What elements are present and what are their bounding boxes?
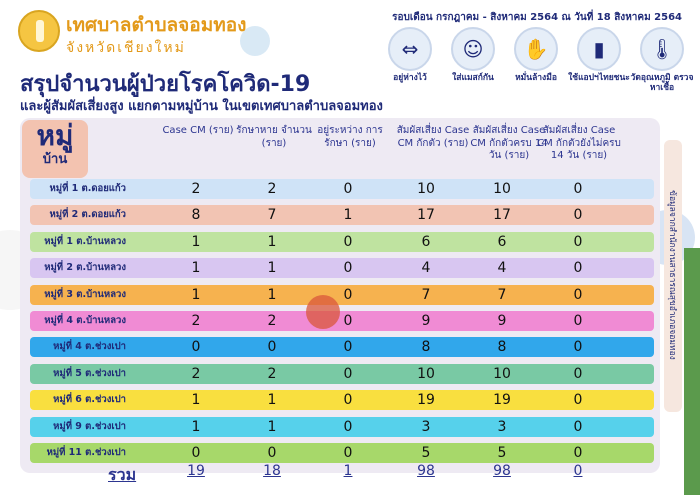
table-cell: 0 <box>573 445 583 461</box>
table-cell: 10 <box>417 365 435 382</box>
table-cell: 0 <box>573 233 583 250</box>
table-cell: 0 <box>573 365 583 382</box>
table-cell: 0 <box>267 445 277 461</box>
table-cell: 4 <box>497 260 507 277</box>
table-cell: 0 <box>573 286 583 303</box>
table-cell: 0 <box>343 392 353 409</box>
table-cell: 0 <box>573 260 583 277</box>
table-cell: 1 <box>267 286 277 303</box>
table-cell: 0 <box>573 313 583 329</box>
table-cell: 1 <box>267 233 277 250</box>
org-name: เทศบาลตำบลจอมทอง <box>66 14 247 36</box>
table-cell: 0 <box>191 339 201 356</box>
table-row <box>30 364 654 384</box>
total-contacts-not-completed: 0 <box>573 463 583 479</box>
table-cell: 17 <box>417 207 435 224</box>
total-recovered: 18 <box>263 463 281 479</box>
column-header-case-cm: Case CM (ราย) <box>162 125 234 136</box>
village-name: หมู่ที่ 1 ต.บ้านหลวง <box>44 235 126 247</box>
village-column-header: หมู่ บ้าน <box>22 120 88 178</box>
table-cell: 1 <box>267 418 277 435</box>
source-note: ข้อมูลจากสำนักงานสาธารณสุขอำเภอจอมทอง <box>664 140 682 412</box>
table-cell: 1 <box>191 286 201 303</box>
prevention-measures <box>378 27 694 107</box>
table-cell: 1 <box>191 233 201 250</box>
table-cell: 0 <box>191 445 201 461</box>
header <box>0 0 700 125</box>
measure-temperature: 🌡 วัดอุณหภูมิ ตรวจหาเชื้อ <box>630 27 694 94</box>
column-header-contacts-quarantined: สัมผัสเสี่ยง Case CM กักตัว (ราย) <box>396 125 470 149</box>
thermometer-icon: 🌡 <box>640 27 684 71</box>
table-cell: 0 <box>343 286 353 303</box>
village-name: หมู่ที่ 2 ต.บ้านหลวง <box>44 262 126 274</box>
table-cell: 8 <box>421 339 431 356</box>
table-cell: 2 <box>191 313 201 329</box>
column-header-in-treatment: อยู่ระหว่าง การรักษา (ราย) <box>317 125 383 149</box>
total-contacts-quarantined: 98 <box>417 463 435 479</box>
village-name: หมู่ที่ 3 ต.บ้านหลวง <box>44 288 126 300</box>
table-cell: 2 <box>191 181 201 197</box>
table-cell: 7 <box>267 207 277 224</box>
table-cell: 2 <box>191 365 201 382</box>
village-name: หมู่ที่ 5 ต.ช่วงเปา <box>53 367 126 379</box>
org-province: จังหวัดเชียงใหม่ <box>66 40 186 56</box>
village-name: หมู่ที่ 11 ต.ช่วงเปา <box>46 447 126 458</box>
table-cell: 17 <box>493 207 511 224</box>
table-cell: 8 <box>497 339 507 356</box>
table-cell: 3 <box>497 418 507 435</box>
page-subtitle: และผู้สัมผัสเสี่ยงสูง แยกตามหมู่บ้าน ในเขตเทศบาลตำบลจอมทอง <box>20 99 383 114</box>
municipality-logo <box>18 10 60 52</box>
table-cell: 0 <box>573 181 583 197</box>
distance-icon: ⇔ <box>388 27 432 71</box>
table-cell: 1 <box>191 260 201 277</box>
table-row <box>30 285 654 305</box>
table-cell: 0 <box>573 392 583 409</box>
total-contacts-completed: 98 <box>493 463 511 479</box>
table-row <box>30 311 654 331</box>
table-cell: 6 <box>497 233 507 250</box>
table-cell: 0 <box>343 445 353 461</box>
table-cell: 2 <box>267 181 277 197</box>
table-cell: 19 <box>417 392 435 409</box>
table-row <box>30 443 654 463</box>
table-row <box>30 337 654 357</box>
measure-app: ▮ ใช้แอปฯไทยชนะ <box>567 27 631 84</box>
table-cell: 9 <box>497 313 507 329</box>
village-name: หมู่ที่ 2 ต.ดอยแก้ว <box>49 209 126 221</box>
measure-distance: ⇔ อยู่ห่างไว้ <box>378 27 442 84</box>
table-row <box>30 417 654 437</box>
table-cell: 7 <box>497 286 507 303</box>
virus-decoration-icon <box>306 295 340 329</box>
measure-handwash: ✋ หมั่นล้างมือ <box>504 27 568 84</box>
village-name: หมู่ที่ 9 ต.ช่วงเปา <box>53 420 126 432</box>
table-cell: 0 <box>343 313 353 329</box>
page-title: สรุปจำนวนผู้ป่วยโรคโควิด-19 <box>20 72 311 97</box>
side-decoration-bar <box>684 248 700 495</box>
village-name: หมู่ที่ 4 ต.บ้านหลวง <box>44 315 126 326</box>
report-period: รอบเดือน กรกฎาคม - สิงหาคม 2564 ณ วันที่ 18 สิงหาคม 2564 <box>392 12 682 23</box>
table-cell: 0 <box>267 339 277 356</box>
total-label: รวม <box>108 465 137 484</box>
table-cell: 0 <box>343 233 353 250</box>
table-cell: 2 <box>267 313 277 329</box>
table-cell: 19 <box>493 392 511 409</box>
total-case-cm: 19 <box>187 463 205 479</box>
table-cell: 8 <box>191 207 201 224</box>
table-cell: 1 <box>191 418 201 435</box>
table-cell: 0 <box>343 339 353 356</box>
table-cell: 10 <box>493 181 511 197</box>
table-cell: 0 <box>573 418 583 435</box>
measure-mask: ☺ ใส่แมสก์กัน <box>441 27 505 84</box>
table-cell: 1 <box>191 392 201 409</box>
table-cell: 1 <box>267 260 277 277</box>
column-header-recovered: รักษาหาย จำนวน (ราย) <box>236 125 312 149</box>
table-cell: 10 <box>493 365 511 382</box>
table-cell: 0 <box>343 260 353 277</box>
column-header-contacts-completed: สัมผัสเสี่ยง Case CM กักตัวครบ 14 วัน (ราย) <box>470 125 548 161</box>
table-cell: 9 <box>421 313 431 329</box>
table-row <box>30 390 654 410</box>
village-name: หมู่ที่ 1 ต.ดอยแก้ว <box>49 183 126 194</box>
mask-icon: ☺ <box>451 27 495 71</box>
table-cell: 0 <box>343 418 353 435</box>
table-row <box>30 258 654 278</box>
table-cell: 0 <box>343 365 353 382</box>
column-header-contacts-not-completed: สัมผัสเสี่ยง Case CM กักตัวยังไม่ครบ 14 วัน (ราย) <box>537 125 621 161</box>
table-cell: 5 <box>497 445 507 461</box>
table-cell: 1 <box>343 207 353 224</box>
table-cell: 4 <box>421 260 431 277</box>
table-cell: 2 <box>267 365 277 382</box>
table-cell: 1 <box>267 392 277 409</box>
table-cell: 10 <box>417 181 435 197</box>
table-row <box>30 205 654 225</box>
table-cell: 0 <box>343 181 353 197</box>
total-in-treatment: 1 <box>343 463 353 479</box>
table-cell: 7 <box>421 286 431 303</box>
table-cell: 3 <box>421 418 431 435</box>
village-name: หมู่ที่ 4 ต.ช่วงเปา <box>53 341 126 353</box>
phone-app-icon: ▮ <box>577 27 621 71</box>
table-cell: 5 <box>421 445 431 461</box>
handwash-icon: ✋ <box>514 27 558 71</box>
table-row <box>30 232 654 252</box>
village-name: หมู่ที่ 6 ต.ช่วงเปา <box>53 394 126 406</box>
table-cell: 0 <box>573 207 583 224</box>
table-cell: 0 <box>573 339 583 356</box>
table-cell: 6 <box>421 233 431 250</box>
table-row <box>30 179 654 199</box>
